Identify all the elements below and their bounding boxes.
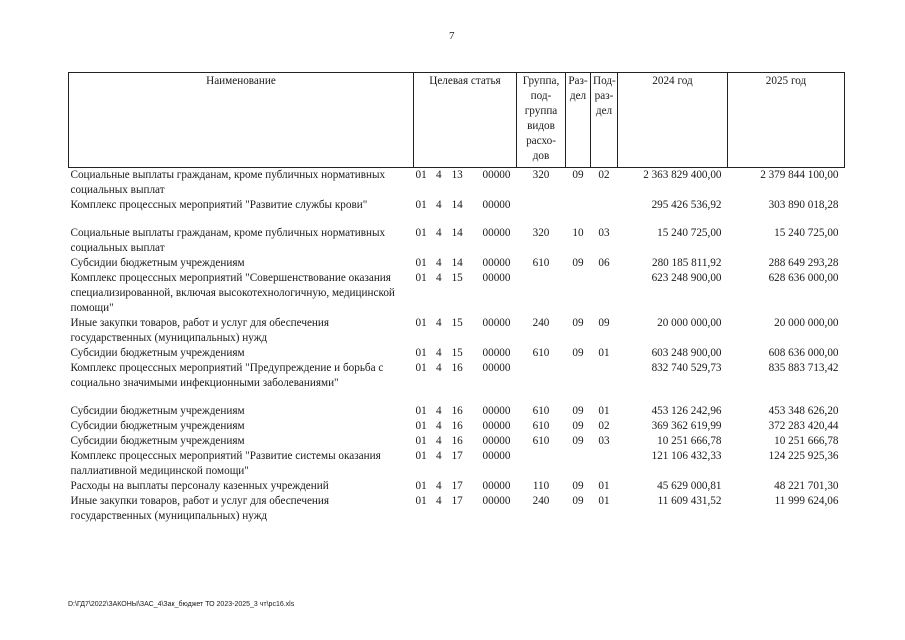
table-row xyxy=(69,316,845,346)
table-row xyxy=(69,361,845,391)
target-code-t1: 01 xyxy=(415,420,427,432)
target-code-t4: 00000 xyxy=(482,347,511,359)
table-header-row xyxy=(69,73,845,168)
row-value-2024: 45 629 000,81 xyxy=(657,480,722,492)
target-code-t2: 4 xyxy=(436,420,442,432)
row-name: Субсидии бюджетным учреждениям xyxy=(70,347,245,359)
target-code-t3: 14 xyxy=(451,227,463,239)
blank-cell xyxy=(69,213,845,226)
row-group: 320 xyxy=(532,227,550,239)
table-row xyxy=(69,434,845,449)
row-value-2025: 2 379 844 100,00 xyxy=(760,169,839,181)
target-code-parts xyxy=(416,346,515,361)
target-code-t2: 4 xyxy=(436,227,442,239)
target-code-t4: 00000 xyxy=(482,362,511,374)
row-target-code xyxy=(414,346,517,361)
row-group: 240 xyxy=(532,317,550,329)
row-subsection xyxy=(591,271,618,316)
row-section: 09 xyxy=(572,495,584,507)
target-code-t2: 4 xyxy=(436,199,442,211)
row-target-code xyxy=(414,361,517,391)
target-code-t1: 01 xyxy=(415,272,427,284)
target-code-t1: 01 xyxy=(415,347,427,359)
table-row xyxy=(69,404,845,419)
row-subsection xyxy=(591,361,618,391)
row-section xyxy=(566,449,591,479)
row-value-2025: 453 348 626,20 xyxy=(768,405,839,417)
target-code-t4: 00000 xyxy=(482,272,511,284)
row-name: Субсидии бюджетным учреждениям xyxy=(70,420,245,432)
row-subsection: 03 xyxy=(598,435,610,447)
file-path-footer: D:\ГД7\2022\ЗАКОНЫ\ЗАС_4\Зак_бюджет ТО 2023-2025_3 чт\рс16.xls xyxy=(68,601,295,608)
row-value-2025: 10 251 666,78 xyxy=(774,435,839,447)
table-row xyxy=(69,198,845,213)
header-subsection-line: Под- xyxy=(593,75,616,87)
target-code-t3: 13 xyxy=(451,169,463,181)
row-group xyxy=(517,361,566,391)
target-code-t3: 14 xyxy=(451,199,463,211)
table-row xyxy=(69,271,845,316)
target-code-t1: 01 xyxy=(415,450,427,462)
row-value-2025: 11 999 624,06 xyxy=(774,495,839,507)
row-value-2024: 603 248 900,00 xyxy=(651,347,722,359)
row-target-code xyxy=(414,316,517,346)
row-name: Иные закупки товаров, работ и услуг для обеспечения государственных (муниципальных) нужд xyxy=(70,317,330,344)
header-subsection xyxy=(591,73,618,168)
target-code-t2: 4 xyxy=(436,362,442,374)
target-code-t2: 4 xyxy=(436,450,442,462)
row-group: 610 xyxy=(532,257,550,269)
target-code-parts xyxy=(416,404,515,419)
target-code-parts xyxy=(416,226,515,241)
row-value-2024: 295 426 536,92 xyxy=(651,199,722,211)
row-value-2025: 835 883 713,42 xyxy=(768,362,839,374)
blank-row xyxy=(69,213,845,226)
target-code-t3: 17 xyxy=(451,495,463,507)
target-code-t3: 16 xyxy=(451,405,463,417)
row-group: 610 xyxy=(532,347,550,359)
header-section xyxy=(566,73,591,168)
target-code-parts xyxy=(416,316,515,331)
row-name: Социальные выплаты гражданам, кроме публичных нормативных социальных выплат xyxy=(70,227,386,254)
row-subsection: 02 xyxy=(598,420,610,432)
target-code-t1: 01 xyxy=(415,257,427,269)
table-row xyxy=(69,449,845,479)
row-value-2024: 2 363 829 400,00 xyxy=(643,169,722,181)
row-value-2024: 369 362 619,99 xyxy=(651,420,722,432)
row-value-2025: 608 636 000,00 xyxy=(768,347,839,359)
row-section: 09 xyxy=(572,169,584,181)
target-code-t3: 16 xyxy=(451,420,463,432)
row-section: 09 xyxy=(572,347,584,359)
row-group: 610 xyxy=(532,405,550,417)
target-code-parts xyxy=(416,361,515,376)
target-code-t2: 4 xyxy=(436,480,442,492)
header-subsection-line: раз- xyxy=(594,90,614,102)
target-code-t2: 4 xyxy=(436,169,442,181)
row-section: 10 xyxy=(572,227,584,239)
row-value-2024: 10 251 666,78 xyxy=(657,435,722,447)
row-value-2024: 623 248 900,00 xyxy=(651,272,722,284)
row-subsection xyxy=(591,449,618,479)
target-code-t4: 00000 xyxy=(482,480,511,492)
row-section: 09 xyxy=(572,435,584,447)
target-code-t4: 00000 xyxy=(482,169,511,181)
row-group: 610 xyxy=(532,435,550,447)
target-code-t3: 16 xyxy=(451,435,463,447)
row-value-2025: 48 221 701,30 xyxy=(774,480,839,492)
row-subsection: 03 xyxy=(598,227,610,239)
target-code-t2: 4 xyxy=(436,272,442,284)
row-subsection: 09 xyxy=(598,317,610,329)
row-value-2024: 20 000 000,00 xyxy=(657,317,722,329)
table-body xyxy=(69,168,845,525)
row-value-2024: 453 126 242,96 xyxy=(651,405,722,417)
target-code-t2: 4 xyxy=(436,347,442,359)
row-section: 09 xyxy=(572,420,584,432)
header-name: Наименование xyxy=(69,73,414,168)
row-target-code xyxy=(414,404,517,419)
row-group: 240 xyxy=(532,495,550,507)
target-code-t1: 01 xyxy=(415,435,427,447)
table-row xyxy=(69,226,845,256)
row-name: Субсидии бюджетным учреждениям xyxy=(70,405,245,417)
row-section: 09 xyxy=(572,405,584,417)
table-row xyxy=(69,419,845,434)
row-name: Комплекс процессных мероприятий "Развитие службы крови" xyxy=(70,199,368,211)
target-code-t1: 01 xyxy=(415,227,427,239)
row-group xyxy=(517,449,566,479)
row-value-2025: 20 000 000,00 xyxy=(774,317,839,329)
target-code-parts xyxy=(416,271,515,286)
row-group: 110 xyxy=(532,480,550,492)
header-section-line: дел xyxy=(569,90,587,102)
header-group-line: под- xyxy=(530,90,552,102)
row-value-2024: 280 185 811,92 xyxy=(651,257,722,269)
table-row xyxy=(69,346,845,361)
row-section: 09 xyxy=(572,257,584,269)
target-code-t3: 15 xyxy=(451,317,463,329)
row-name: Субсидии бюджетным учреждениям xyxy=(70,257,245,269)
target-code-t4: 00000 xyxy=(482,257,511,269)
header-group-line: расхо- xyxy=(526,135,556,147)
target-code-t2: 4 xyxy=(436,405,442,417)
target-code-t1: 01 xyxy=(415,362,427,374)
row-name: Комплекс процессных мероприятий "Совершенствование оказания специализированной, включая высокотехнологичную, медицинской помощи" xyxy=(70,272,395,314)
row-group: 610 xyxy=(532,420,550,432)
target-code-t4: 00000 xyxy=(482,405,511,417)
target-code-parts xyxy=(416,434,515,449)
target-code-t1: 01 xyxy=(415,495,427,507)
row-value-2024: 15 240 725,00 xyxy=(657,227,722,239)
target-code-parts xyxy=(416,479,515,494)
row-section: 09 xyxy=(572,480,584,492)
target-code-t4: 00000 xyxy=(482,495,511,507)
row-subsection: 01 xyxy=(598,480,610,492)
row-value-2025: 124 225 925,36 xyxy=(768,450,839,462)
row-target-code xyxy=(414,479,517,494)
row-target-code xyxy=(414,168,517,199)
row-group: 320 xyxy=(532,169,550,181)
row-value-2024: 11 609 431,52 xyxy=(657,495,722,507)
row-name: Комплекс процессных мероприятий "Развитие системы оказания паллиативной медицинской помощи" xyxy=(70,450,381,477)
target-code-t4: 00000 xyxy=(482,227,511,239)
target-code-t1: 01 xyxy=(415,169,427,181)
target-code-t4: 00000 xyxy=(482,435,511,447)
row-target-code xyxy=(414,449,517,479)
target-code-t3: 17 xyxy=(451,480,463,492)
target-code-t2: 4 xyxy=(436,435,442,447)
table-row xyxy=(69,168,845,199)
row-value-2025: 628 636 000,00 xyxy=(768,272,839,284)
row-value-2025: 15 240 725,00 xyxy=(774,227,839,239)
row-target-code xyxy=(414,434,517,449)
row-name: Социальные выплаты гражданам, кроме публичных нормативных социальных выплат xyxy=(70,169,386,196)
row-group xyxy=(517,198,566,213)
header-target: Целевая статья xyxy=(414,73,517,168)
row-target-code xyxy=(414,271,517,316)
target-code-t4: 00000 xyxy=(482,199,511,211)
row-subsection: 01 xyxy=(598,495,610,507)
row-name: Иные закупки товаров, работ и услуг для обеспечения государственных (муниципальных) нужд xyxy=(70,495,330,522)
target-code-parts xyxy=(416,494,515,509)
row-name: Расходы на выплаты персоналу казенных учреждений xyxy=(70,480,329,492)
row-subsection: 02 xyxy=(598,169,610,181)
row-value-2025: 303 890 018,28 xyxy=(768,199,839,211)
blank-row xyxy=(69,391,845,404)
row-target-code xyxy=(414,198,517,213)
row-section xyxy=(566,271,591,316)
row-subsection xyxy=(591,198,618,213)
target-code-t3: 17 xyxy=(451,450,463,462)
header-year-2024: 2024 год xyxy=(618,73,728,168)
row-value-2024: 121 106 432,33 xyxy=(651,450,722,462)
target-code-t3: 16 xyxy=(451,362,463,374)
target-code-parts xyxy=(416,449,515,464)
target-code-t3: 15 xyxy=(451,347,463,359)
target-code-t1: 01 xyxy=(415,405,427,417)
row-subsection: 01 xyxy=(598,347,610,359)
target-code-t3: 15 xyxy=(451,272,463,284)
target-code-t4: 00000 xyxy=(482,317,511,329)
header-year-2025: 2025 год xyxy=(728,73,845,168)
budget-table xyxy=(68,72,845,524)
target-code-t2: 4 xyxy=(436,495,442,507)
target-code-t3: 14 xyxy=(451,257,463,269)
header-subsection-line: дел xyxy=(595,105,613,117)
header-group-line: дов xyxy=(532,150,550,162)
row-value-2025: 288 649 293,28 xyxy=(768,257,839,269)
row-target-code xyxy=(414,494,517,524)
target-code-parts xyxy=(416,168,515,183)
target-code-t4: 00000 xyxy=(482,420,511,432)
row-name: Субсидии бюджетным учреждениям xyxy=(70,435,245,447)
target-code-t2: 4 xyxy=(436,257,442,269)
header-group-line: группа xyxy=(524,105,558,117)
row-value-2025: 372 283 420,44 xyxy=(768,420,839,432)
row-section: 09 xyxy=(572,317,584,329)
target-code-parts xyxy=(416,256,515,271)
row-section xyxy=(566,361,591,391)
header-group-line: видов xyxy=(527,120,555,132)
row-value-2024: 832 740 529,73 xyxy=(651,362,722,374)
blank-cell xyxy=(69,391,845,404)
table-row xyxy=(69,494,845,524)
row-target-code xyxy=(414,226,517,256)
row-target-code xyxy=(414,256,517,271)
table-row xyxy=(69,256,845,271)
table-row xyxy=(69,479,845,494)
target-code-t1: 01 xyxy=(415,317,427,329)
target-code-t1: 01 xyxy=(415,199,427,211)
header-group xyxy=(517,73,566,168)
row-group xyxy=(517,271,566,316)
target-code-t2: 4 xyxy=(436,317,442,329)
header-group-line: Группа, xyxy=(522,75,560,87)
row-subsection: 06 xyxy=(598,257,610,269)
row-subsection: 01 xyxy=(598,405,610,417)
row-target-code xyxy=(414,419,517,434)
target-code-parts xyxy=(416,198,515,213)
target-code-parts xyxy=(416,419,515,434)
target-code-t4: 00000 xyxy=(482,450,511,462)
row-section xyxy=(566,198,591,213)
row-name: Комплекс процессных мероприятий "Предупреждение и борьба с социально значимыми инфекционными заболеваниями" xyxy=(70,362,384,389)
header-section-line: Раз- xyxy=(568,75,588,87)
page-number: 7 xyxy=(449,30,455,42)
target-code-t1: 01 xyxy=(415,480,427,492)
